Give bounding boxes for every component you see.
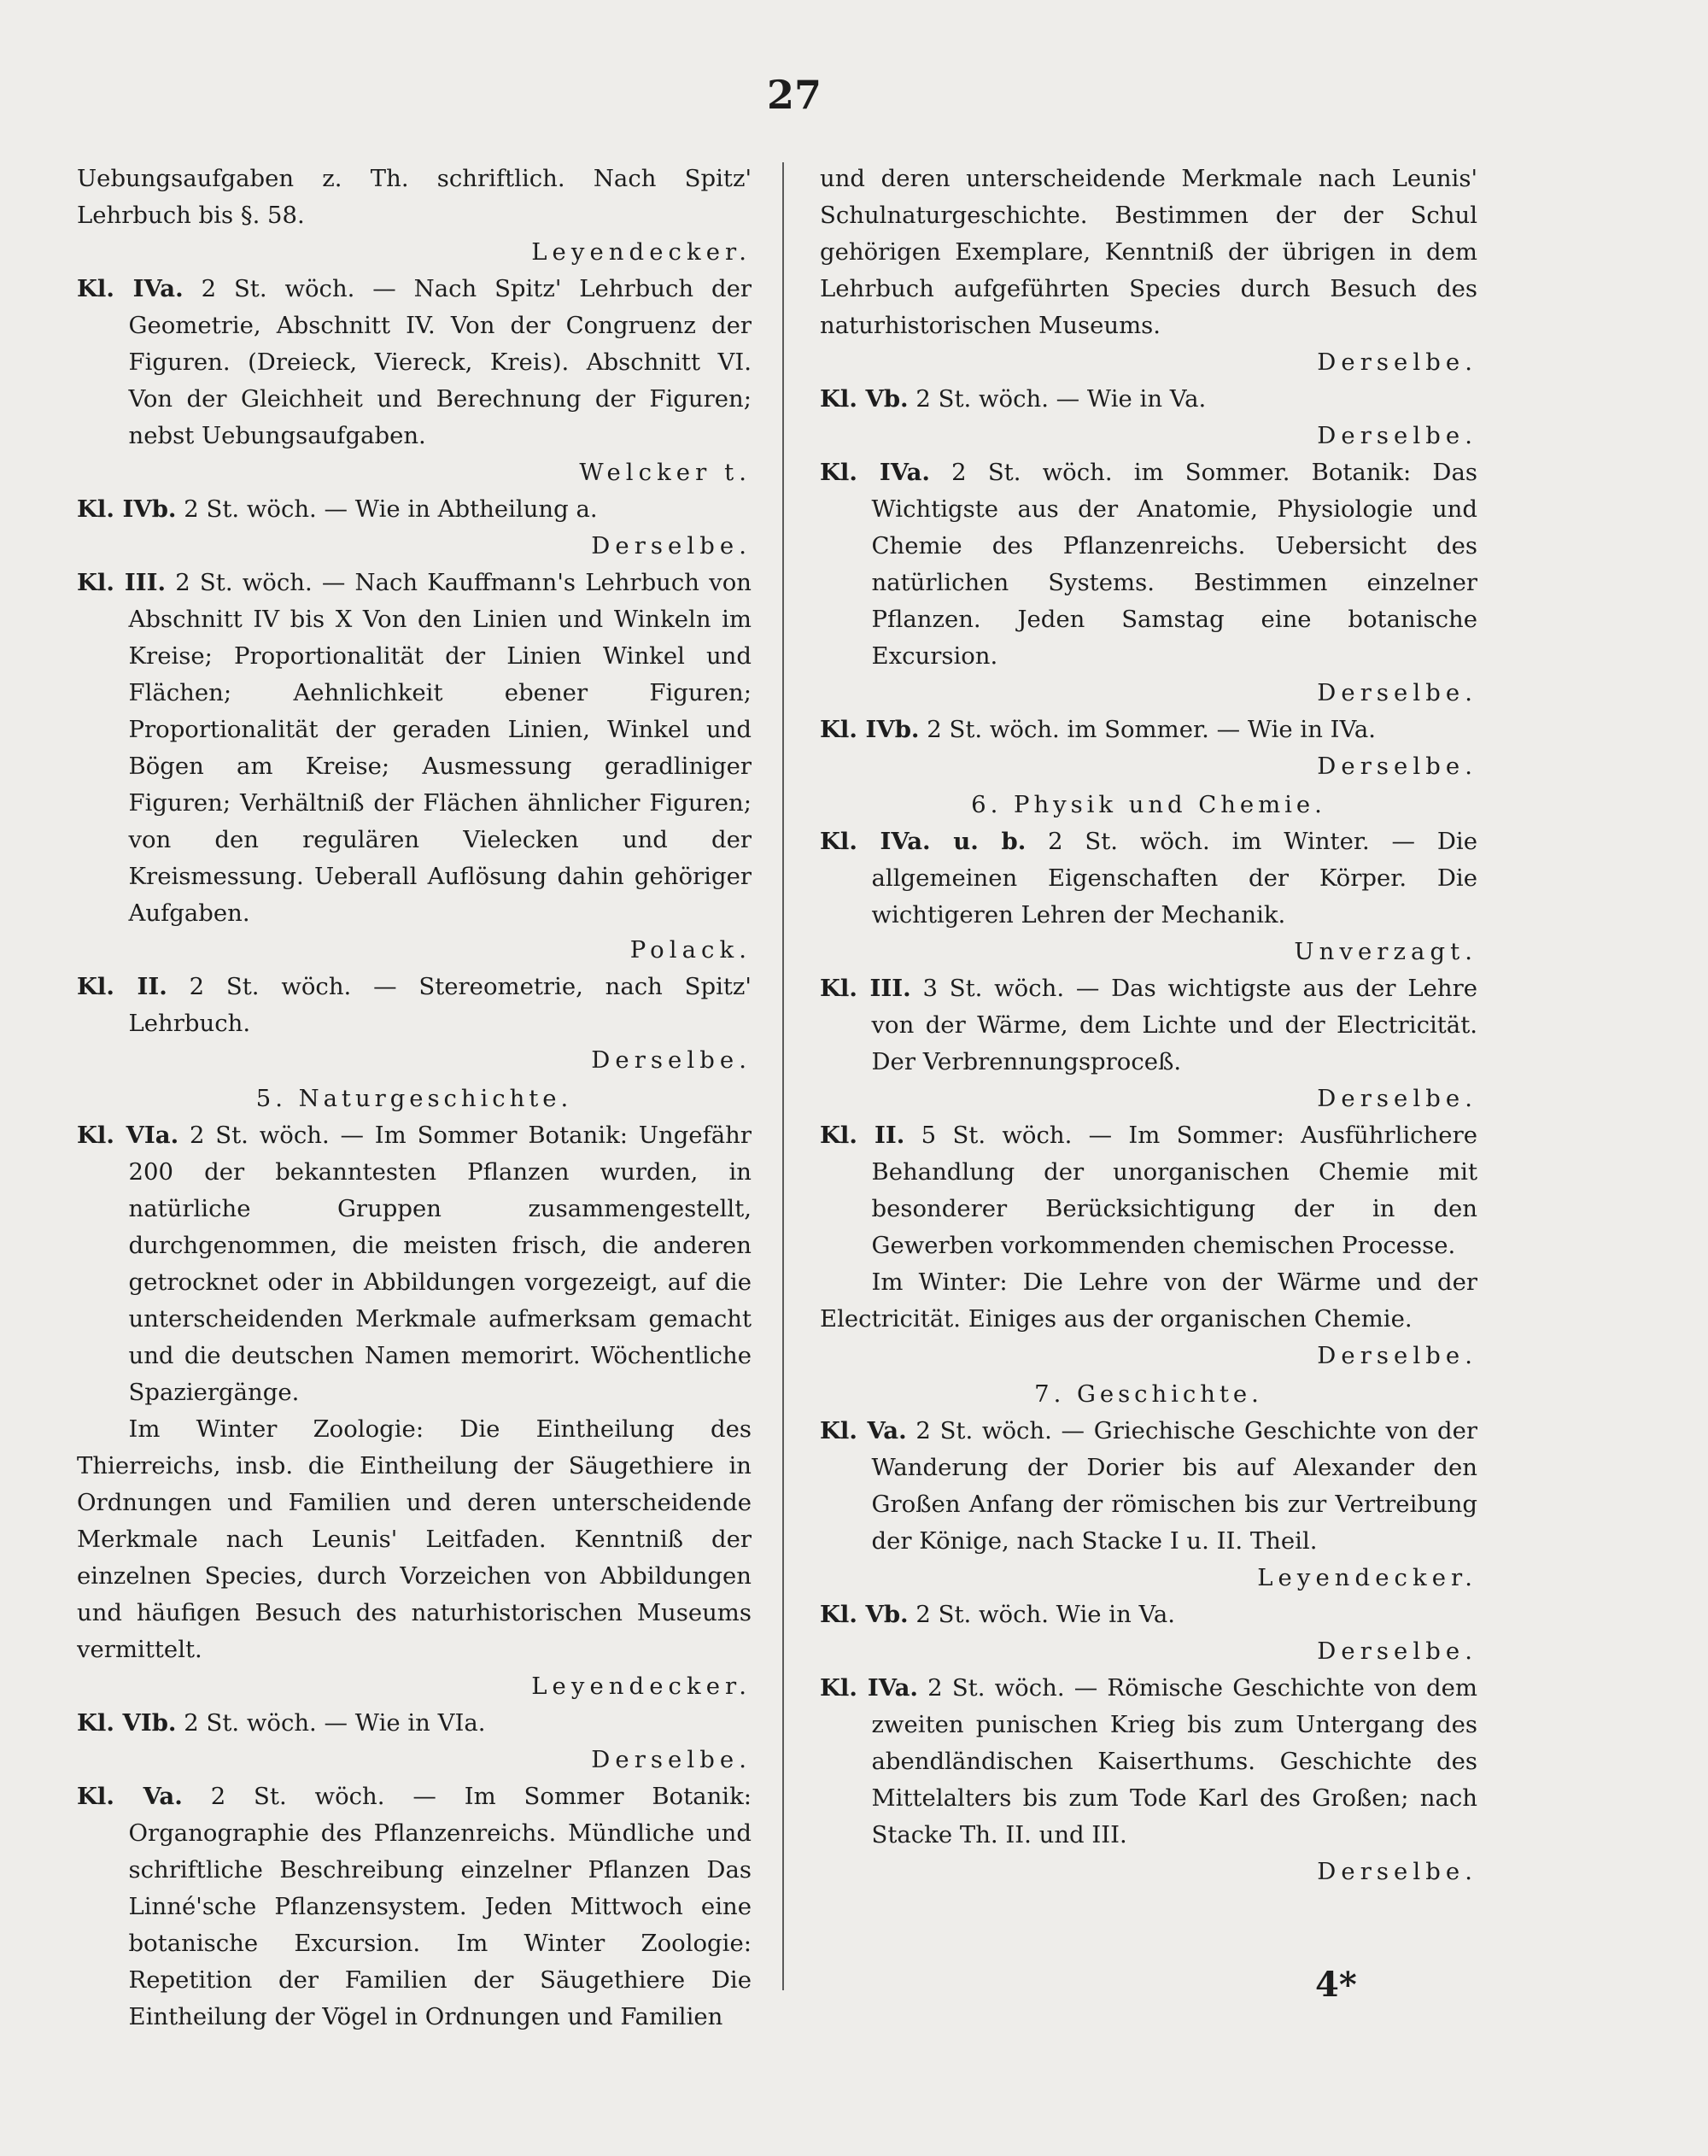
- class-entry: [77, 271, 752, 454]
- signature: Derselbe.: [591, 532, 752, 560]
- signature-mark: 4*: [1315, 1965, 1357, 2005]
- signature: Derselbe.: [591, 1046, 752, 1074]
- signature: Welcker t.: [579, 459, 752, 486]
- column-divider: [782, 162, 784, 1990]
- class-label: Kl. IVb.: [77, 495, 177, 523]
- class-label: Kl. II.: [820, 1122, 905, 1149]
- signature: Derselbe.: [1317, 349, 1477, 376]
- class-label: Kl. IVb.: [820, 716, 920, 743]
- signature: Leyendecker.: [531, 238, 752, 266]
- entry-text: 2 St. wöch. — Griechische Geschichte von der Wanderung der Dorier bis auf Alexander den Großen Anfang der römischen bis zur Vertreibung der Könige, nach Stacke I u. II. Theil.: [871, 1417, 1477, 1555]
- class-entry: [820, 970, 1477, 1081]
- paragraph: Im Winter: Die Lehre von der Wärme und der Electricität. Einiges aus der organischen Chemie.: [820, 1268, 1477, 1333]
- signature: Polack.: [629, 936, 752, 964]
- class-entry: [77, 1778, 752, 2036]
- class-label: Kl. III.: [820, 975, 911, 1002]
- section-heading: 7. Geschichte.: [1034, 1380, 1263, 1408]
- class-entry: [820, 454, 1477, 675]
- class-entry: [820, 1413, 1477, 1560]
- entry-text: 5 St. wöch. — Im Sommer: Ausführlichere Behandlung der unorganischen Chemie mit besonderer Berücksichtigung der in den Gewerben vorkommenden chemischen Processe.: [871, 1122, 1477, 1259]
- entry-text: 2 St. wöch. Wie in Va.: [908, 1601, 1175, 1628]
- entry-text: 2 St. wöch. — Wie in Va.: [908, 385, 1207, 413]
- entry-text: 2 St. wöch. — Im Sommer Botanik: Ungefähr 200 der bekanntesten Pflanzen wurden, in natürliche Gruppen zusammengestellt, durchgenommen, die meisten frisch, die anderen getrocknet oder in Abbildungen vorgezeigt, auf die unterscheidenden Merkmale aufmerksam gemacht und die deutschen Namen memorirt. Wöchentliche Spaziergänge.: [128, 1122, 752, 1406]
- class-entry: [820, 1596, 1477, 1633]
- section-heading: 6. Physik und Chemie.: [971, 791, 1326, 818]
- signature: Derselbe.: [591, 1746, 752, 1773]
- class-entry: [77, 969, 752, 1042]
- left-column: [77, 161, 752, 2074]
- signature: Derselbe.: [1317, 1858, 1477, 1885]
- signature: Leyendecker.: [531, 1673, 752, 1700]
- section-heading: 5. Naturgeschichte.: [255, 1085, 573, 1112]
- continued-paragraph: Uebungsaufgaben z. Th. schriftlich. Nach Spitz' Lehrbuch bis §. 58.: [77, 165, 752, 229]
- signature: Derselbe.: [1317, 1342, 1477, 1369]
- entry-text: 2 St. wöch. im Winter. — Die allgemeinen Eigenschaften der Körper. Die wichtigeren Lehren der Mechanik.: [871, 828, 1477, 929]
- class-label: Kl. II.: [77, 973, 167, 1000]
- class-entry: [77, 491, 752, 528]
- class-label: Kl. Va.: [820, 1417, 907, 1444]
- entry-text: 2 St. wöch. — Nach Kauffmann's Lehrbuch von Abschnitt IV bis X Von den Linien und Winkeln im Kreise; Proportionalität der Linien Winkel und Flächen; Aehnlichkeit ebener Figuren; Proportionalität der geraden Linien, Winkel und Bögen am Kreise; Ausmessung geradliniger Figuren; Verhältniß der Flächen ähnlicher Figuren; von den regulären Vielecken und der Kreismessung. Ueberall Auflösung dahin gehöriger Aufgaben.: [128, 569, 752, 927]
- class-label: Kl. IVa.: [77, 275, 184, 302]
- signature: Unverzagt.: [1294, 938, 1477, 965]
- signature: Leyendecker.: [1257, 1564, 1477, 1591]
- signature: Derselbe.: [1317, 753, 1477, 780]
- class-label: Kl. IVa. u. b.: [820, 828, 1027, 855]
- signature: Derselbe.: [1317, 679, 1477, 706]
- class-label: Kl. VIb.: [77, 1709, 177, 1737]
- class-entry: [820, 1670, 1477, 1854]
- entry-text: 2 St. wöch. — Römische Geschichte von dem zweiten punischen Krieg bis zum Untergang des abendländischen Kaiserthums. Geschichte des Mittelalters bis zum Tode Karl des Großen; nach Stacke Th. II. und III.: [871, 1674, 1477, 1848]
- right-column: [820, 161, 1477, 2074]
- entry-text: 2 St. wöch. — Nach Spitz' Lehrbuch der Geometrie, Abschnitt IV. Von der Congruenz der Figuren. (Dreieck, Viereck, Kreis). Abschnitt VI. Von der Gleichheit und Berechnung der Figuren; nebst Uebungsaufgaben.: [128, 275, 752, 449]
- signature: Derselbe.: [1317, 422, 1477, 449]
- entry-text: 2 St. wöch. — Wie in VIa.: [176, 1709, 486, 1737]
- entry-text: 2 St. wöch. — Im Sommer Botanik: Organographie des Pflanzenreichs. Mündliche und schriftliche Beschreibung einzelner Pflanzen Das Linné'sche Pflanzensystem. Jeden Mittwoch eine botanische Excursion. Im Winter Zoologie: Repetition der Familien der Säugethiere Die Eintheilung der Vögel in Ordnungen und Familien: [128, 1783, 752, 2030]
- paragraph: Im Winter Zoologie: Die Eintheilung des Thierreichs, insb. die Eintheilung der Säugethiere in Ordnungen und Familien und deren unterscheidende Merkmale nach Leunis' Leitfaden. Kenntniß der einzelnen Species, durch Vorzeichen von Abbildungen und häufigen Besuch des naturhistorischen Museums vermittelt.: [77, 1415, 752, 1663]
- class-entry: [77, 1117, 752, 1411]
- class-label: Kl. IVa.: [820, 1674, 918, 1702]
- class-label: Kl. IVa.: [820, 459, 930, 486]
- class-entry: [820, 381, 1477, 418]
- signature: Derselbe.: [1317, 1638, 1477, 1665]
- class-entry: [820, 1117, 1477, 1264]
- class-entry: [820, 712, 1477, 748]
- entry-text: 2 St. wöch. im Sommer. Botanik: Das Wichtigste aus der Anatomie, Physiologie und Chemie des Pflanzenreichs. Uebersicht des natürlichen Systems. Bestimmen einzelner Pflanzen. Jeden Samstag eine botanische Excursion.: [871, 459, 1477, 670]
- entry-text: 2 St. wöch. im Sommer. — Wie in IVa.: [919, 716, 1377, 743]
- class-label: Kl. III.: [77, 569, 167, 596]
- class-label: Kl. Vb.: [820, 385, 909, 413]
- class-label: Kl. Vb.: [820, 1601, 909, 1628]
- class-entry: [77, 1705, 752, 1742]
- signature: Derselbe.: [1317, 1085, 1477, 1112]
- continued-paragraph: und deren unterscheidende Merkmale nach Leunis' Schulnaturgeschichte. Bestimmen der der Schul gehörigen Exemplare, Kenntniß der übrigen in dem Lehrbuch aufgeführten Species durch Besuch des naturhistorischen Museums.: [820, 165, 1477, 339]
- entry-text: 2 St. wöch. — Stereometrie, nach Spitz' Lehrbuch.: [128, 973, 752, 1037]
- entry-text: 2 St. wöch. — Wie in Abtheilung a.: [176, 495, 598, 523]
- class-entry: [820, 823, 1477, 934]
- class-entry: [77, 565, 752, 932]
- page-number: 27: [766, 72, 822, 118]
- class-label: Kl. VIa.: [77, 1122, 179, 1149]
- entry-text: 3 St. wöch. — Das wichtigste aus der Lehre von der Wärme, dem Lichte und der Electricität. Der Verbrennungsproceß.: [871, 975, 1477, 1075]
- class-label: Kl. Va.: [77, 1783, 183, 1810]
